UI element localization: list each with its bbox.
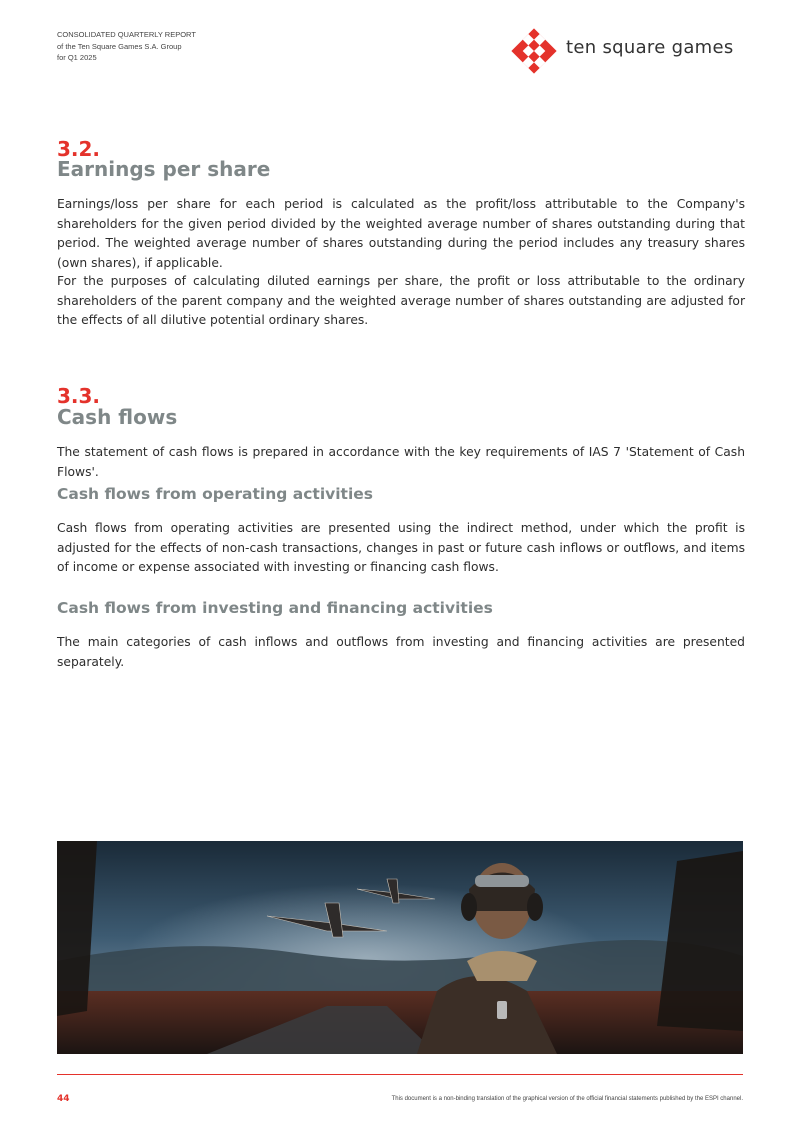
- report-header-meta: [57, 29, 196, 64]
- report-subtitle: of the Ten Square Games S.A. Group: [57, 41, 182, 51]
- section-number: 3.2.: [57, 137, 101, 161]
- logo-wordmark: ten square games: [566, 37, 734, 58]
- paragraph: For the purposes of calculating diluted earnings per share, the profit or loss attributable to the ordinary shareholders of the parent company and the weighted average number of shares outstanding are adjusted for the effects of all dilutive potential ordinary shares.: [57, 274, 745, 327]
- report-period: for Q1 2025: [57, 53, 97, 62]
- paragraph: Cash flows from operating activities are presented using the indirect method, under which the profit is adjusted for the effects of non-cash transactions, changes in past or future cash inflows or outflows, and items of income or expense associated with investing or financing cash flows.: [57, 521, 745, 574]
- logo-diamond-icon: [510, 27, 558, 75]
- paragraph: Earnings/loss per share for each period is calculated as the profit/loss attributable to the Company's shareholders for the given period divided by the weighted average number of shares outstanding during that period. The weighted average number of shares outstanding during the period includes any treasury shares (own shares), if applicable.: [57, 197, 745, 270]
- subsection-title: Cash flows from investing and financing activities: [57, 599, 493, 617]
- footer-divider: [57, 1074, 743, 1075]
- page-number: 44: [57, 1094, 70, 1104]
- company-logo: [510, 27, 750, 75]
- section-number: 3.3.: [57, 384, 101, 408]
- subsection-title: Cash flows from operating activities: [57, 485, 374, 503]
- report-title: CONSOLIDATED QUARTERLY REPORT: [57, 30, 196, 39]
- paragraph: The main categories of cash inflows and outflows from investing and financing activities are presented separately.: [57, 635, 745, 669]
- section-title: Cash flows: [57, 405, 178, 429]
- paragraph: The statement of cash flows is prepared in accordance with the key requirements of IAS 7 'Statement of Cash Flows'.: [57, 445, 745, 479]
- pilot-illustration: [57, 841, 743, 1054]
- footer-disclaimer: This document is a non-binding translation of the graphical version of the official financial statements published by the ESPI channel.: [391, 1096, 743, 1102]
- section-title: Earnings per share: [57, 157, 271, 181]
